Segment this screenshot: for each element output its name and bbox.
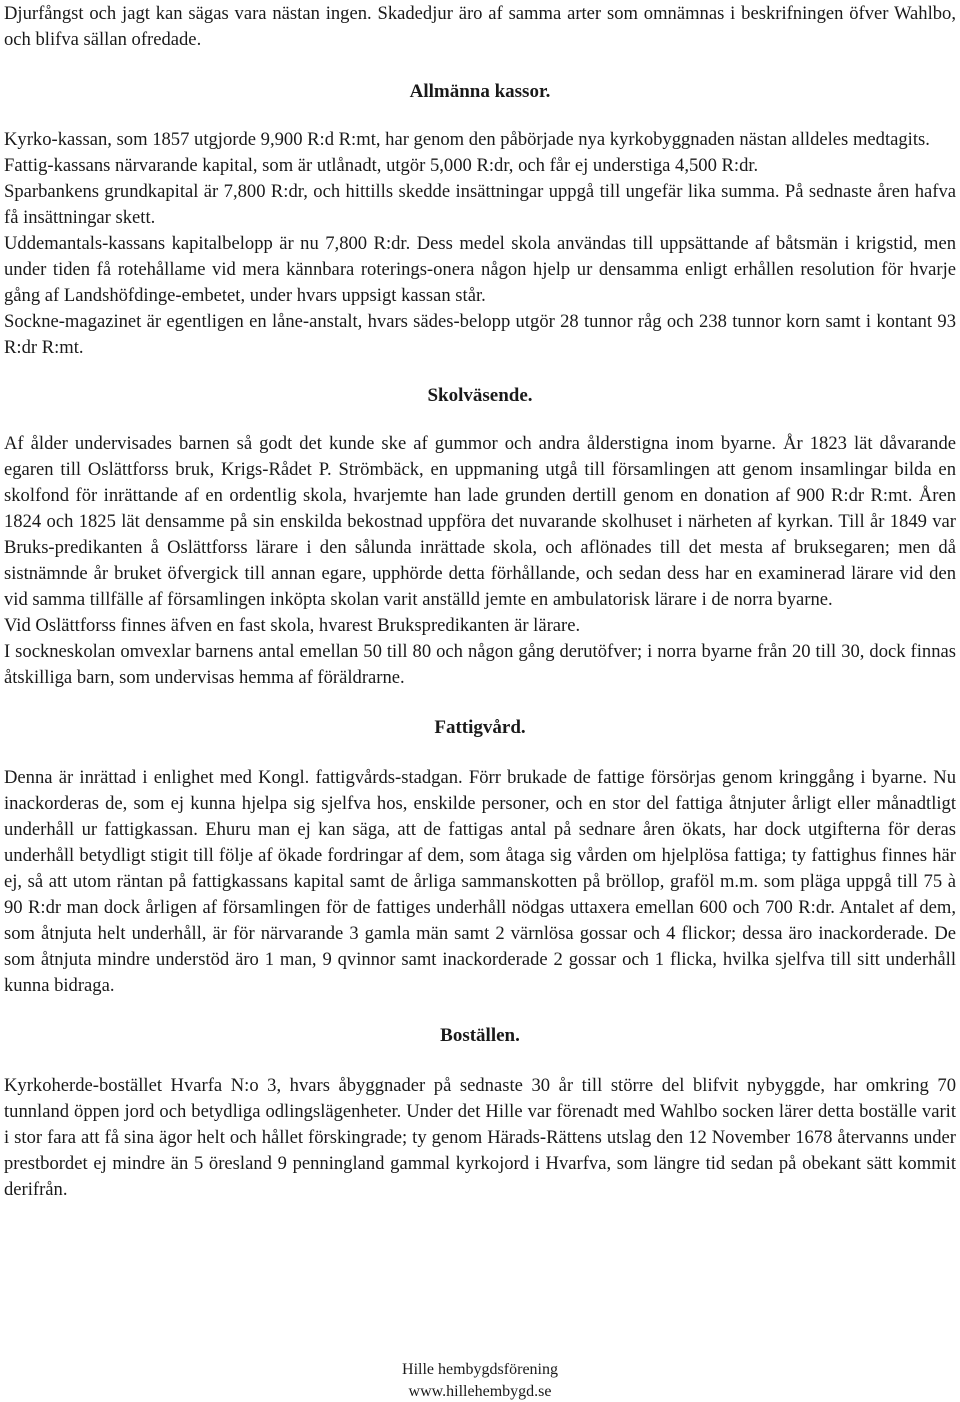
paragraph-kyrkoherde-bostallet: Kyrkoherde-bostället Hvarfa N:o 3, hvars åbyggnader på sednaste 30 år till större del blifvit nybyggde, har omkring 70 tunnland öppen jord och betydliga odlingslägenheter. Under det Hille var förenadt med Wahlbo socken lärer detta boställe varit i stor fara att få sina ägor helt och hållet förskingrade; ty genom Härads-Rättens utslag den 12 November 1678 återvanns under prestbordet ej mindre än 5 öresland 9 penningland gammal kyrkojord i Hvarfva, som längre tid sedan på obekant sätt kommit derifrån. — [4, 1075, 956, 1200]
paragraph-oslattforss-skola: Vid Oslättforss finnes äfven en fast skola, hvarest Brukspredikanten är lärare. — [4, 615, 581, 636]
paragraph-undervisning: Af ålder undervisades barnen så godt det kunde ske af gummor och andra ålderstigna inom byarne. År 1823 lät dåvarande egaren till Oslättforss bruk, Krigs-Rådet P. Strömbäck, en uppmaning utgå till församlingen att genom insamlingar bilda en skolfond för inrättande af en ordentlig skola, hvarjemte han lade grunden dertill genom en donation af 900 R:dr R:mt. Åren 1824 och 1825 lät densamme på sin enskilda bekostnad uppföra det nuvarande skolhuset i närheten af kyrkan. Till år 1849 var Bruks-predikanten å Oslättforss lärare i den sålunda inrättade skola, och aflönades till det mesta af bruksegaren; men då sistnämnde år bruket öfvergick till annan egare, upphörde detta förhållande, och sedan dess har en examinerad lärare vid den vid samma tillfälle af församlingen inköpta skolan varit anställd jemte en ambulatorisk lärare i de norra byarne. — [4, 433, 956, 610]
paragraph-sockneskolan: I sockneskolan omvexlar barnens antal emellan 50 till 80 och någon gång derutöfver; i norra byarne från 20 till 30, dock finnas åtskilliga barn, som undervisas hemma af föräldrarne. — [4, 641, 956, 688]
paragraph-djurfangst: Djurfångst och jagt kan sägas vara nästan ingen. Skadedjur äro af samma arter som omnämnas i beskrifningen öfver Wahlbo, och blifva sällan ofredade. — [4, 3, 956, 50]
paragraph-fattig-kassan: Fattig-kassans närvarande kapital, som är utlånadt, utgör 5,000 R:dr, och får ej understiga 4,500 R:dr. — [4, 155, 759, 176]
heading-fattigvard: Fattigvård. — [434, 717, 526, 738]
paragraph-kyrko-kassan: Kyrko-kassan, som 1857 utgjorde 9,900 R:d R:mt, har genom den påbörjade nya kyrkobyggnaden nästan alldeles medtagits. — [4, 129, 930, 150]
heading-skolvasende: Skolväsende. — [427, 385, 533, 406]
paragraph-uddemantals-kassan: Uddemantals-kassans kapitalbelopp är nu 7,800 R:dr. Dess medel skola användas till uppsättande af båtsmän i krigstid, men under tiden få rotehållame vid mera kännbara roterings-onera någon hjelp ur densamma enligt erhållen resolution för hvarje gång af Landshöfdinge-embetet, under hvars uppsigt kassan står. — [4, 233, 956, 306]
heading-allmanna-kassor: Allmänna kassor. — [409, 81, 551, 102]
paragraph-sparbanken: Sparbankens grundkapital är 7,800 R:dr, och hittills skedde insättningar uppgå till ungefär lika summa. På sednaste åren hafva få insättningar skett. — [4, 181, 956, 228]
footer-organization: Hille hembygdsförening — [402, 1361, 558, 1378]
footer-website-link[interactable]: www.hillehembygd.se — [408, 1383, 552, 1400]
heading-bostallen: Boställen. — [440, 1025, 520, 1046]
paragraph-sockne-magazinet: Sockne-magazinet är egentligen en låne-anstalt, hvars sädes-belopp utgör 28 tunnor råg och 238 tunnor korn samt i kontant 93 R:dr R:mt. — [4, 311, 956, 358]
paragraph-fattigvard: Denna är inrättad i enlighet med Kongl. fattigvårds-stadgan. Förr brukade de fattige försörjas genom kringgång i byarne. Nu inackorderas de, som ej kunna hjelpa sig sjelfva hos, enskilde personer, och en stor del fattiga åtnjuter årligt eller månadtligt underhåll ur fattigkassan. Ehuru man ej kan säga, att de fattigas antal på sednare åren ökats, har dock utgifterna för deras underhåll betydligt stigit till följe af ökade fordringar af dem, som åtaga sig vården om hjelplösa fattiga; ty fattighus finnes här ej, så att utom räntan på fattigkassans kapital samt de årliga sammanskotten på bröllop, graföl m.m. som pläga uppgå till 75 à 90 R:dr man dock årligen af församlingen för de fattiges underhåll nödgas uttaxera emellan 600 och 700 R:dr. Antalet af dem, som åtnjuta helt underhåll, är för närvarande 3 gamla män samt 2 värnlösa gossar och 4 flickor; dessa äro inackorderade. De som åtnjuta mindre understöd äro 1 man, 9 qvinnor samt inackorderade 2 gossar och 1 flicka, hvilka sjelfva till sitt underhåll kunna bidraga. — [4, 767, 956, 996]
